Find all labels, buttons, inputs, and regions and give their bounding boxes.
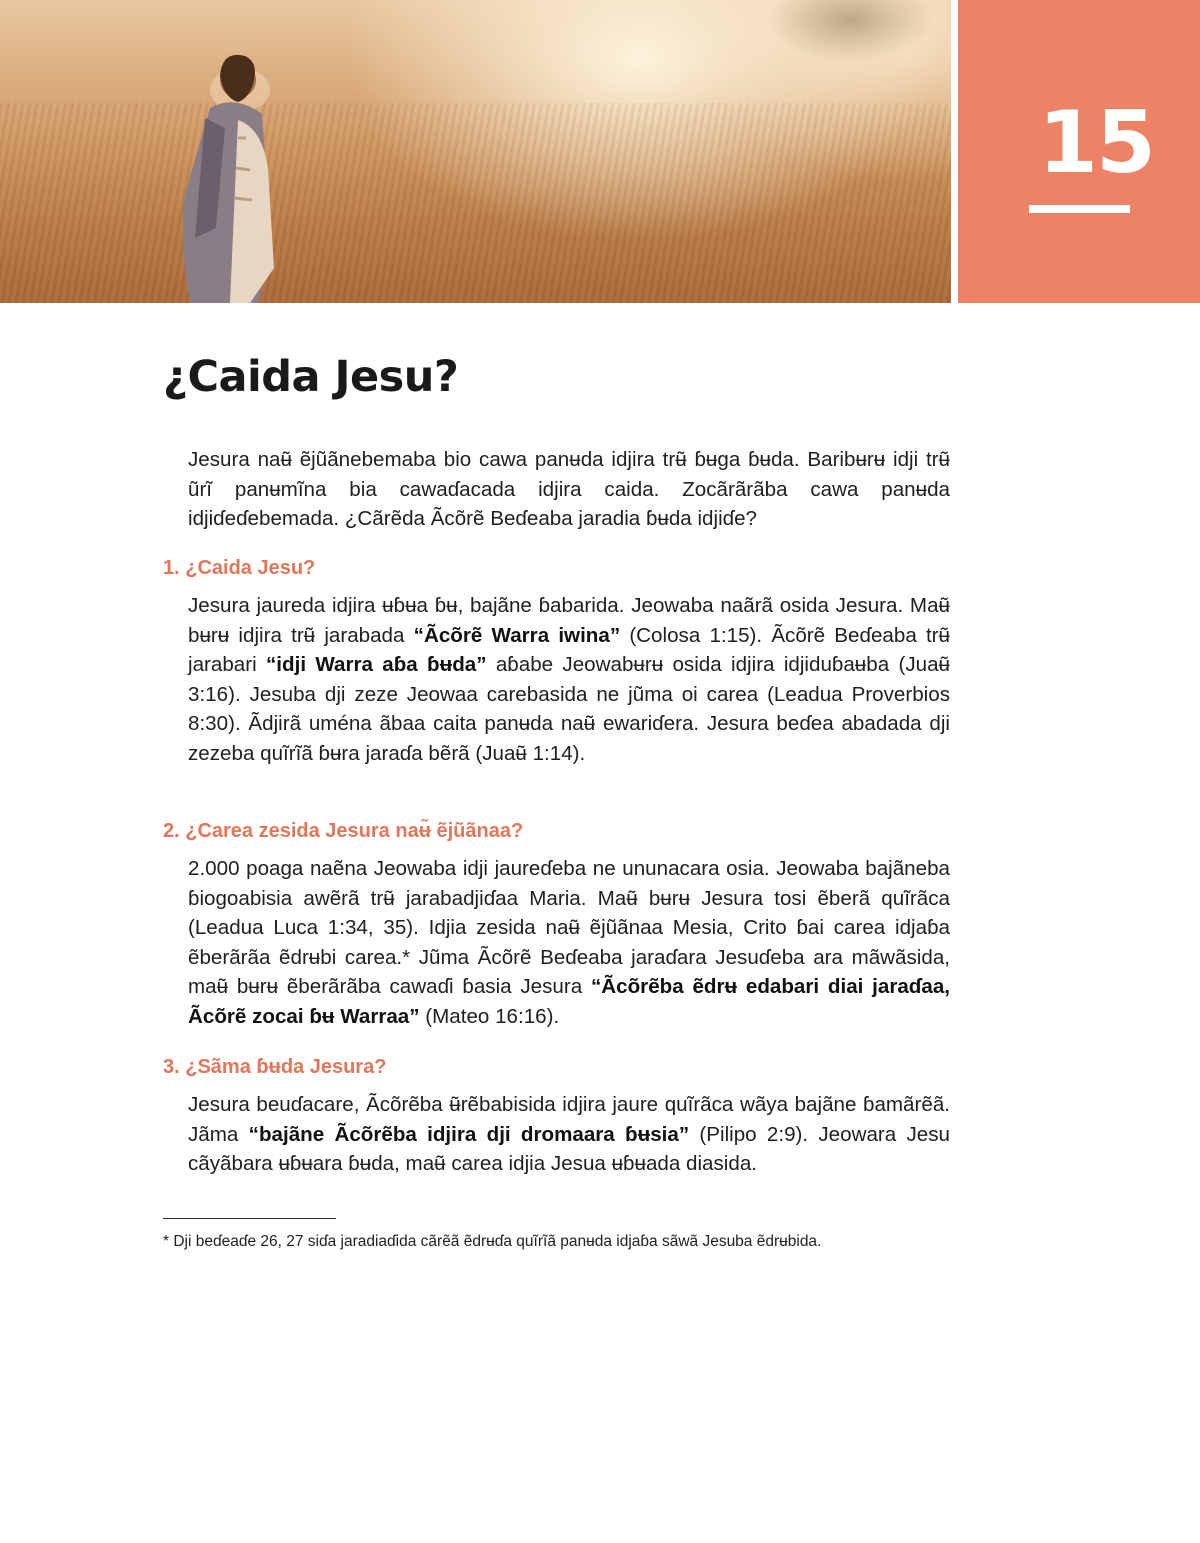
bold-quote: “idji Warra aɓa ɓʉda” [266,653,487,676]
section-2-body [188,854,950,1031]
section-2-heading: 2. ¿Carea zesida Jesura naʉ̃ ẽjũãnaa? [163,820,524,842]
chapter-underline [1029,205,1130,213]
bold-quote: “Ãcõrẽba ẽdrʉ edabari diai jaraɗaa, Ãcõrẽ zocai ɓʉ Warraa” [188,975,950,1028]
hero-image [0,0,951,303]
body-text: Jesura jaureda idjira ʉɓʉa ɓʉ, bajãne ɓabarida. Jeowaba naãrã osida Jesura. Maʉ̃ bʉrʉ idjira trʉ̃ jarabada [188,594,950,647]
footnote: * Dji beɗeaɗe 26, 27 siɗa jaradiaɗida cãrẽã ẽdrʉɗa quĩrĩã panʉda idjaɓa sãwã Jesuba ẽdrʉbida. [163,1233,822,1250]
page-title: ¿Caida Jesu? [163,352,459,402]
body-text: (Pilipo 2:9). Jeowara Jesu cãyãbara ʉɓʉara ɓʉda, maʉ̃ carea idjia Jesua ʉɓʉada diasida. [188,1122,950,1175]
footnote-divider [163,1218,336,1219]
section-3-heading: 3. ¿Sãma ɓʉda Jesura? [163,1056,387,1078]
tree-silhouettes [740,0,951,90]
bold-quote: “Ãcõrẽ Warra iwina” [413,623,621,647]
chapter-number: 15 [1038,93,1154,193]
body-text: (Colosa 1:15). Ãcõrẽ Beɗeaba trʉ̃ jarabari [188,623,950,676]
bold-quote: “bajãne Ãcõrẽba idjira dji dromaara ɓʉsia” [248,1122,690,1146]
body-text: (Mateo 16:16). [419,1004,560,1028]
section-1-body [188,591,950,768]
intro-paragraph: Jesura naʉ̃ ẽjũãnebemaba bio cawa panʉda idjira trʉ̃ ɓʉga ɓʉda. Baribʉrʉ idji trʉ̃ ũrĩ panʉmĩna bia cawaɗacada idjira caida. Zocãrãrãba cawa panʉda idjiɗeɗebemada. ¿Cãrẽda Ãcõrẽ Beɗeaba jaradia ɓʉda idjiɗe? [188,448,950,530]
chapter-box [958,0,1200,303]
body-text: 2.000 poaga naẽna Jeowaba idji jaureɗeba ne ununacara osia. Jeowaba bajãneba ɓiogoabisia awẽrã trʉ̃ jarabadjiɗaa Maria. Maʉ̃ bʉrʉ Jesura tosi ẽberã quĩrãca (Leadua Luca 1:34, 35). Idjia zesida naʉ̃ ẽjũãnaa Mesia, Crito ɓai carea idjaɓa ẽberãrãa ẽdrʉbi carea.* Jũma Ãcõrẽ Beɗeaba jaraɗara Jesuɗeba ara mãwãsida, maʉ̃ bʉrʉ ẽberãrãba cawaɗi ɓasia Jesura [188,857,950,998]
grass-field [0,103,951,303]
body-text: aɓabe Jeowabʉrʉ osida idjira idjiduɓaʉba (Juaʉ̃ 3:16). Jesuba dji zeze Jeowaa carebasida ne jũma oi carea (Leadua Proverbios 8:30). Ãdjirã uména ãbaa caita panʉda naʉ̃ ewariɗera. Jesura beɗea abadada dji zezeba quĩrĩã ɓʉra jaraɗa bẽrã (Juaʉ̃ 1:14). [188,653,950,765]
section-1-heading: 1. ¿Caida Jesu? [163,557,316,579]
section-3-body [188,1090,950,1179]
body-text: Jesura beuɗacare, Ãcõrẽba ʉ̃rẽbabisida idjira jaure quĩrãca wãya bajãne ɓamãrẽã. Jãma [188,1093,950,1146]
jesus-figure [150,28,290,303]
